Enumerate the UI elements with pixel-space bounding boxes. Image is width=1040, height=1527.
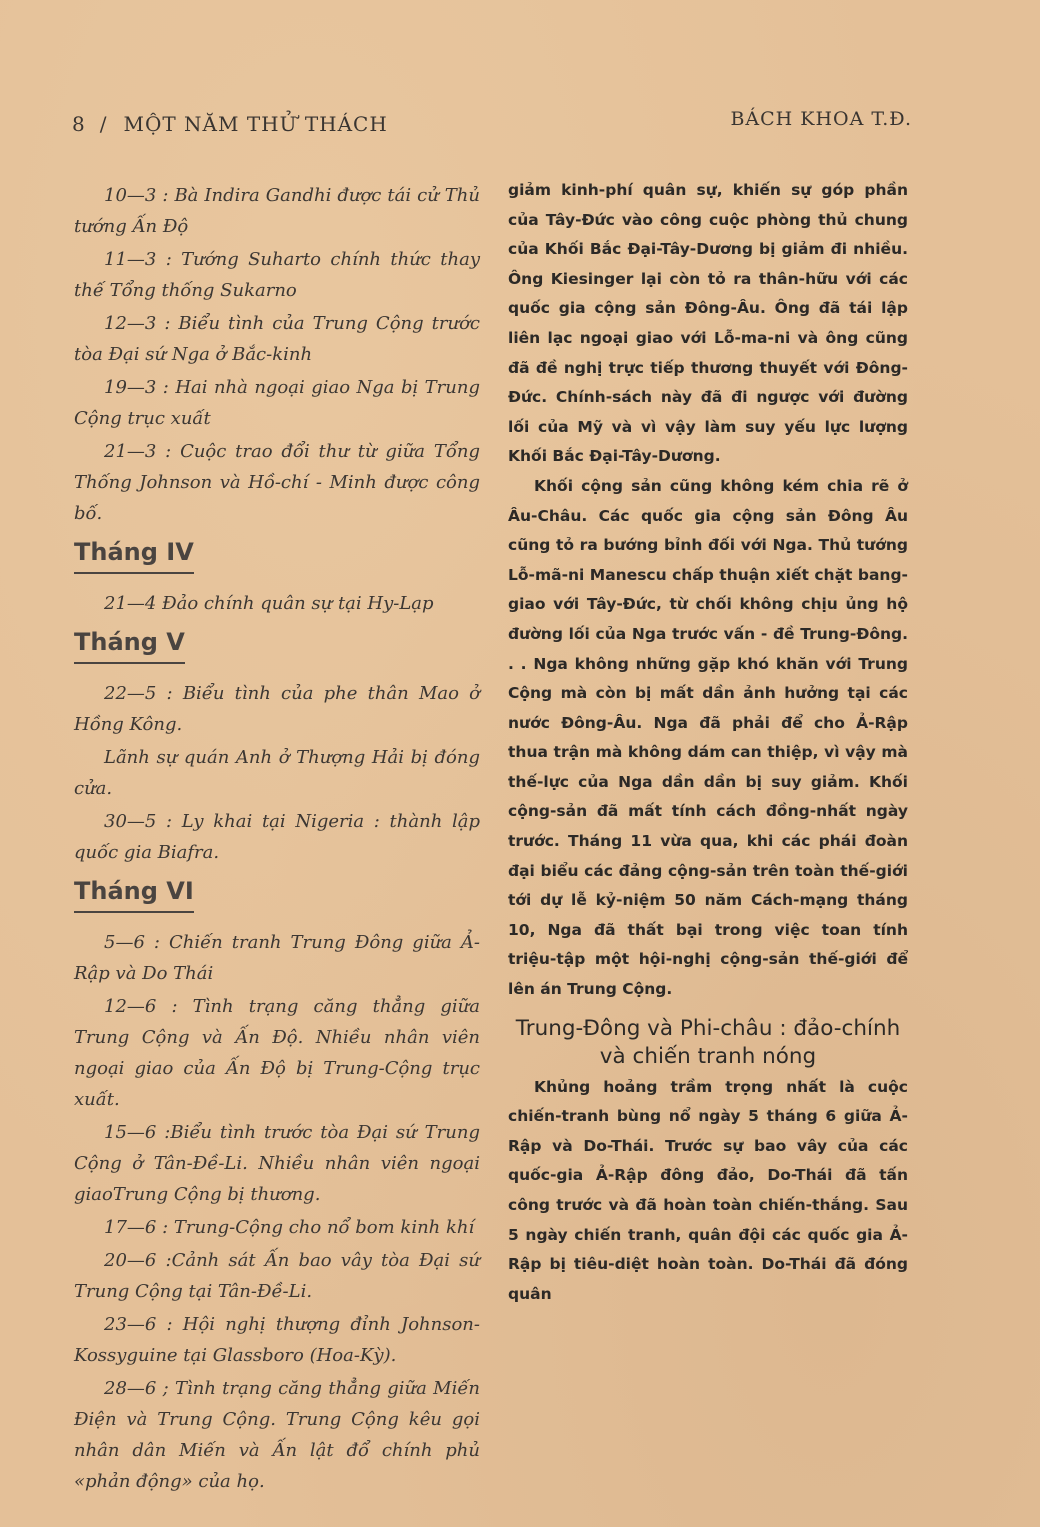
entry-may-30: 30—5 : Ly khai tại Nigeria : thành lập quốc gia Biafra. [74,811,480,863]
month-heading-may: Tháng V [74,627,185,664]
entry-may-22: 22—5 : Biểu tình của phe thân Mao ở Hồng Kông. [74,683,480,735]
section-subheading: Trung-Đông và Phi-châu : đảo-chính và chiến tranh nóng [515,1015,901,1069]
section-title: MỘT NĂM THỬ THÁCH [123,112,388,136]
entry-june-20: 20—6 :Cảnh sát Ấn bao vây tòa Đại sứ Trung Cộng tại Tân-Đề-Li. [74,1250,480,1302]
entry-march-21: 21—3 : Cuộc trao đổi thư từ giữa Tổng Thống Johnson và Hồ-chí - Minh được công bố. [74,441,480,524]
entry-june-23: 23—6 : Hội nghị thượng đỉnh Johnson-Kossyguine tại Glassboro (Hoa-Kỳ). [74,1314,480,1366]
entry-may-22-cont: Lãnh sự quán Anh ở Thượng Hải bị đóng cửa. [74,747,480,799]
entry-june-17: 17—6 : Trung-Cộng cho nổ bom kinh khí [104,1217,475,1238]
page-number: 8 [72,112,86,136]
chronology-column [74,180,480,1499]
entry-march-11: 11—3 : Tướng Suharto chính thức thay thế Tổng thống Sukarno [74,249,480,301]
entry-june-5: 5—6 : Chiến tranh Trung Đông giữa Ả-Rập và Do Thái [74,932,480,984]
entry-april-21: 21—4 Đảo chính quân sự tại Hy-Lạp [104,593,434,614]
publication-name: BÁCH KHOA T.Đ. [730,108,912,130]
entry-march-10: 10—3 : Bà Indira Gandhi được tái cử Thủ tướng Ấn Độ [74,185,480,237]
header-separator: / [99,112,108,136]
entry-june-15: 15—6 :Biểu tình trước tòa Đại sứ Trung Cộng ở Tân-Đề-Li. Nhiều nhân viên ngoại giaoTrung Cộng bị thương. [74,1122,480,1205]
entry-june-28: 28—6 ; Tình trạng căng thẳng giữa Miến Điện và Trung Cộng. Trung Cộng kêu gọi nhân dân Miến và Ấn lật đổ chính phủ «phản động» của họ. [74,1378,480,1492]
entry-june-12: 12—6 : Tình trạng căng thẳng giữa Trung Cộng và Ấn Độ. Nhiều nhân viên ngoại giao của Ấn Độ bị Trung-Cộng trục xuất. [74,996,480,1110]
month-heading-june: Tháng VI [74,876,194,913]
article-column [508,176,908,1309]
article-paragraph-1: giảm kinh-phí quân sự, khiến sự góp phần của Tây-Đức vào công cuộc phòng thủ chung của Khối Bắc Đại-Tây-Dương bị giảm đi nhiều. Ông Kiesinger lại còn tỏ ra thân-hữu với các quốc gia cộng sản Đông-Âu. Ông đã tái lập liên lạc ngoại giao với Lỗ-ma-ni và ông cũng đã đề nghị trực tiếp thương thuyết với Đông-Đức. Chính-sách này đã đi ngược với đường lối của Mỹ và vì vậy làm suy yếu lực lượng Khối Bắc Đại-Tây-Dương. [508,181,908,466]
month-heading-april: Tháng IV [74,537,194,574]
entry-march-12: 12—3 : Biểu tình của Trung Cộng trước tòa Đại sứ Nga ở Bắc-kinh [74,313,480,365]
entry-march-19: 19—3 : Hai nhà ngoại giao Nga bị Trung Cộng trục xuất [74,377,480,429]
running-header [72,108,912,142]
article-paragraph-2: Khối cộng sản cũng không kém chia rẽ ở Âu-Châu. Các quốc gia cộng sản Đông Âu cũng tỏ ra bướng bỉnh đối với Nga. Thủ tướng Lỗ-mã-ni Manescu chấp thuận xiết chặt bang-giao với Tây-Đức, từ chối không chịu ủng hộ đường lối của Nga trước vấn - đề Trung-Đông. . . Nga không những gặp khó khăn với Trung Cộng mà còn bị mất dần ảnh hưởng tại các nước Đông-Âu. Nga đã phải để cho Ả-Rập thua trận mà không dám can thiệp, vì vậy mà thế-lực của Nga dần dần bị suy giảm. Khối cộng-sản đã mất tính cách đồng-nhất ngày trước. Tháng 11 vừa qua, khi các phái đoàn đại biểu các đảng cộng-sản trên toàn thế-giới tới dự lễ kỷ-niệm 50 năm Cách-mạng tháng 10, Nga đã thất bại trong việc toan tính triệu-tập một hội-nghị cộng-sản thế-giới để lên án Trung Cộng. [508,476,908,999]
header-left [72,112,388,136]
article-paragraph-3: Khủng hoảng trầm trọng nhất là cuộc chiến-tranh bùng nổ ngày 5 tháng 6 giữa Ả-Rập và Do-Thái. Trước sự bao vây của các quốc-gia Ả-Rập đông đảo, Do-Thái đã tấn công trước và đã hoàn toàn chiến-thắng. Sau 5 ngày chiến tranh, quân đội các quốc gia Ả-Rập bị tiêu-diệt hoàn toàn. Do-Thái đã đóng quân [508,1077,908,1303]
